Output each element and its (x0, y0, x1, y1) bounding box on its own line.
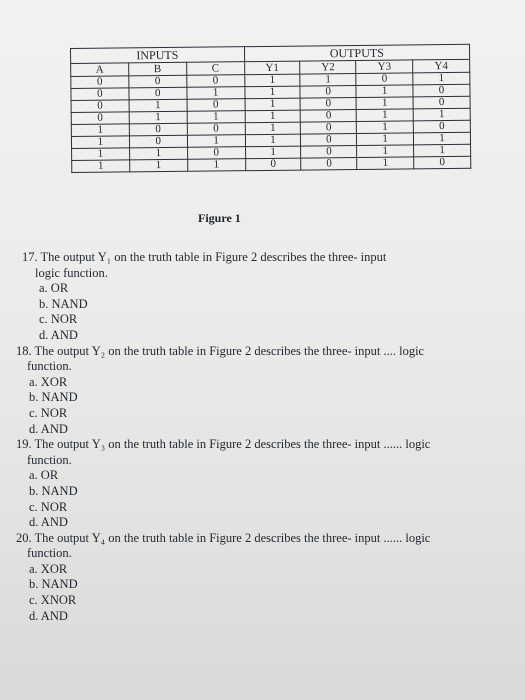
table-cell: 0 (129, 123, 187, 136)
table-cell: 1 (187, 135, 245, 148)
table-cell: 1 (244, 74, 300, 87)
table-cell: 0 (71, 100, 129, 113)
table-cell: 0 (71, 112, 129, 125)
table-cell: 0 (356, 73, 413, 86)
table-cell: 1 (414, 132, 471, 145)
table-cell: 0 (245, 158, 301, 171)
table-cell: 0 (414, 156, 471, 169)
table-cell: 1 (356, 97, 413, 110)
answer-option: a. XOR (29, 374, 68, 389)
table-cell: 1 (71, 124, 129, 137)
table-cell: 0 (187, 147, 245, 160)
question-text-continued: function. (27, 452, 72, 467)
table-cell: 1 (413, 108, 470, 121)
table-cell: 1 (357, 145, 414, 158)
question-text-continued: function. (27, 359, 72, 374)
column-header-y1: Y1 (244, 61, 300, 75)
table-cell: 0 (300, 86, 356, 99)
question-text: 18. The output Y₂ on the truth table in Figure 2 describes the three- input .... logic (16, 343, 425, 358)
table-cell: 1 (357, 157, 414, 170)
table-cell: 1 (245, 122, 301, 135)
table-cell: 1 (300, 74, 356, 87)
table-cell: 1 (244, 86, 300, 99)
table-cell: 1 (357, 133, 414, 146)
figure-caption: Figure 1 (198, 211, 241, 225)
answer-option: c. XNOR (29, 593, 77, 608)
table-cell: 1 (72, 148, 130, 161)
table-cell: 0 (301, 110, 357, 123)
column-header-y4: Y4 (413, 59, 470, 73)
table-cell: 1 (357, 121, 414, 134)
table-cell: 1 (72, 160, 130, 173)
table-cell: 0 (301, 122, 357, 135)
truth-table-body (71, 72, 471, 172)
table-cell: 0 (300, 98, 356, 111)
table-cell: 0 (129, 87, 187, 100)
table-cell: 1 (129, 99, 187, 112)
answer-option: d. AND (29, 515, 68, 530)
answer-option: a. OR (29, 468, 59, 483)
table-cell: 0 (71, 76, 129, 89)
table-cell: 0 (129, 135, 187, 148)
answer-option: c. NOR (39, 312, 78, 327)
table-cell: 0 (413, 96, 470, 109)
column-header-c: C (186, 62, 244, 76)
column-header-a: A (71, 63, 129, 77)
table-cell: 1 (245, 98, 301, 111)
answer-option: d. AND (29, 421, 68, 436)
answer-option: b. NAND (29, 577, 78, 592)
table-cell: 1 (187, 111, 245, 124)
table-cell: 0 (301, 158, 357, 171)
answer-option: d. AND (39, 327, 78, 342)
question-17 (22, 250, 492, 344)
column-header-y2: Y2 (300, 61, 356, 75)
table-cell: 1 (245, 110, 301, 123)
table-cell: 1 (245, 146, 301, 159)
question-18 (16, 344, 492, 438)
question-text-continued: function. (27, 546, 72, 561)
answer-option: a. OR (39, 281, 69, 296)
table-cell: 1 (129, 111, 187, 124)
question-text: 19. The output Y₃ on the truth table in Figure 2 describes the three- input ...... logic (16, 437, 431, 452)
inputs-header: INPUTS (71, 47, 245, 64)
column-header-b: B (129, 62, 187, 76)
table-cell: 1 (129, 147, 187, 160)
question-text: 17. The output Y₁ on the truth table in Figure 2 describes the three- input (22, 250, 387, 264)
table-cell: 1 (130, 159, 188, 172)
question-19 (16, 437, 492, 531)
answer-option: b. NAND (29, 390, 78, 405)
table-cell: 1 (356, 85, 413, 98)
table-cell: 1 (187, 159, 245, 172)
table-cell: 1 (245, 134, 301, 147)
question-text-continued: logic function. (35, 265, 108, 280)
table-cell: 0 (186, 75, 244, 88)
answer-option: a. XOR (29, 561, 68, 576)
truth-table-container (70, 44, 471, 173)
table-cell: 0 (413, 120, 470, 133)
answer-option: b. NAND (39, 296, 88, 311)
table-cell: 0 (187, 99, 245, 112)
table-cell: 0 (301, 134, 357, 147)
table-cell: 1 (71, 136, 129, 149)
truth-table (70, 44, 471, 173)
answer-option: d. AND (29, 608, 68, 623)
answer-option: b. NAND (29, 483, 78, 498)
question-text: 20. The output Y₄ on the truth table in Figure 2 describes the three- input ...... logic (16, 530, 431, 545)
answer-option: c. NOR (29, 499, 68, 514)
table-cell: 0 (187, 123, 245, 136)
question-20 (16, 531, 492, 625)
question-list (16, 250, 492, 624)
column-header-y3: Y3 (356, 60, 413, 74)
table-cell: 0 (413, 84, 470, 97)
table-cell: 1 (187, 87, 245, 100)
table-cell: 0 (301, 146, 357, 159)
table-cell: 0 (71, 88, 129, 101)
table-cell: 1 (414, 144, 471, 157)
answer-option: c. NOR (29, 405, 68, 420)
table-cell: 1 (356, 109, 413, 122)
table-cell: 0 (129, 75, 187, 88)
table-cell: 1 (413, 72, 470, 85)
outputs-header: OUTPUTS (244, 44, 470, 61)
